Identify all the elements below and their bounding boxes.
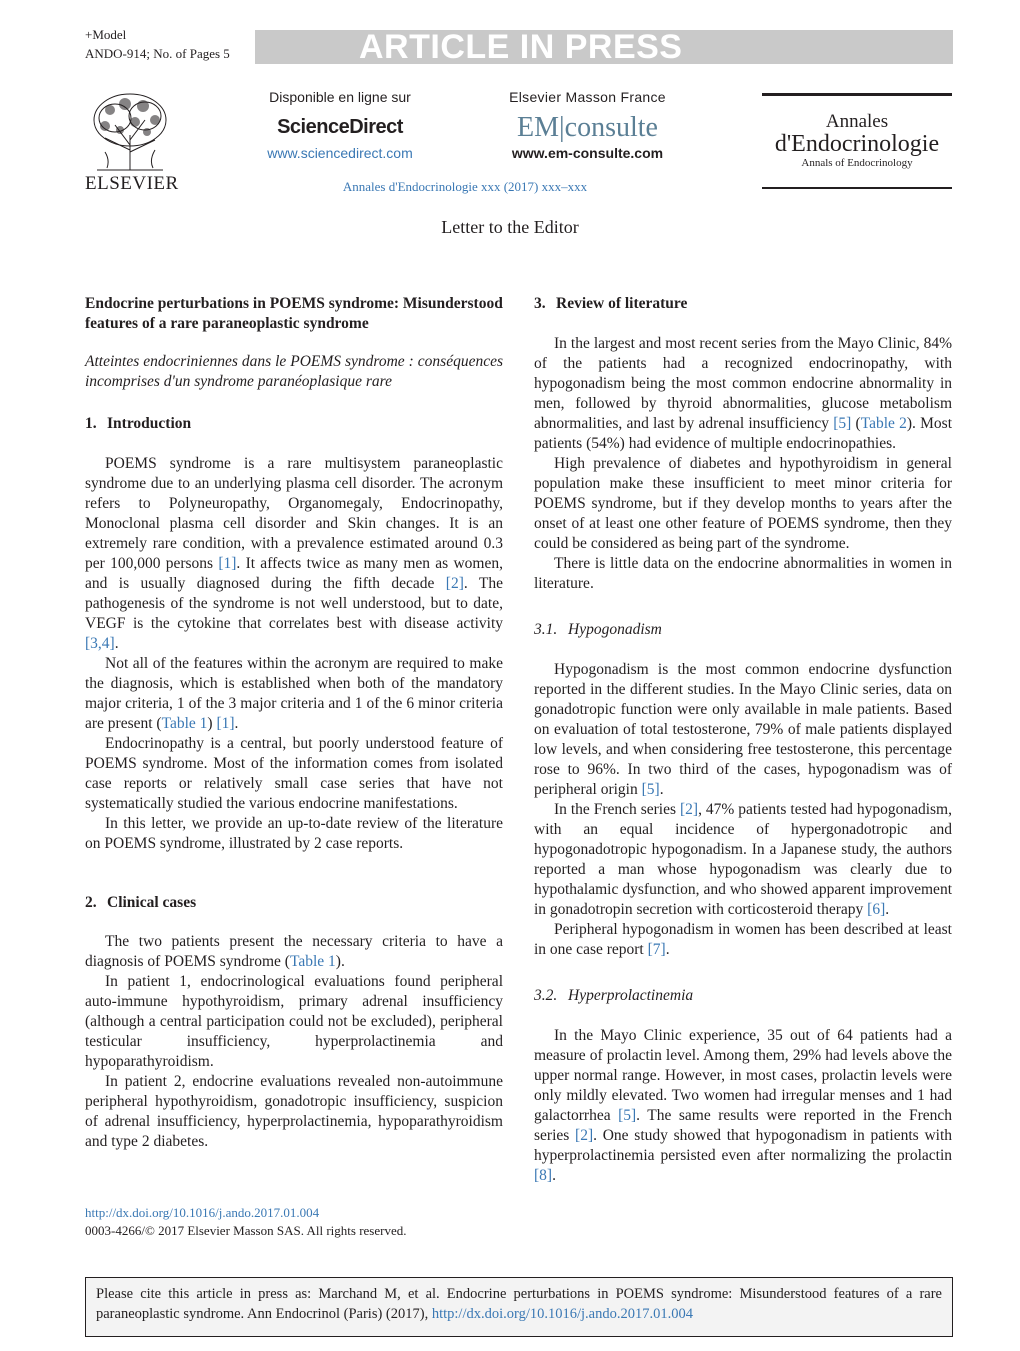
reference-link[interactable]: [8] — [534, 1167, 553, 1184]
journal-english-name: Annals of Endocrinology — [801, 157, 913, 169]
em-consulte-link[interactable]: www.em-consulte.com — [511, 145, 664, 161]
table-link[interactable]: Table 1 — [161, 715, 208, 732]
table-link[interactable]: Table 1 — [289, 953, 336, 970]
paragraph: In the French series [2], 47% patients tested had hypogonadism, with an equal incidence of hypergonadotropic and hypogonadotropic hypogonadism. In a Japanese study, the authors reported a man whose hypogonadism was clearly due to hypothalamic dysfunction, and who showed apparent improvement in gonadotropin secretion with corticosteroid therapy [6]. — [534, 801, 952, 918]
reference-link[interactable]: [7] — [647, 941, 666, 958]
paragraph: In the largest and most recent series from the Mayo Clinic, 84% of the patients had a recognized endocrinopathy, with hypogonadism being the most common endocrine abnormality in men, followed by thyroid abnormalities, glucose metabolism abnormalities, and last by adrenal insufficiency [5] (Table 2). Most patients (54%) had evidence of multiple endocrinopathies. — [534, 335, 953, 452]
right-column — [534, 294, 952, 1186]
sciencedirect-logo: ScienceDirect — [277, 116, 403, 138]
paragraph: Not all of the features within the acronym are required to make the diagnosis, which is established when both of the mandatory major criteria, 1 of the 3 major criteria and 1 of the 6 minor criteria are present (Table 1) [1]. — [85, 655, 503, 732]
reference-link[interactable]: [5] — [641, 781, 660, 798]
paragraph: There is little data on the endocrine abnormalities in women in literature. — [534, 555, 952, 592]
em-consulte-logo: EM|consulte — [517, 112, 658, 143]
paragraph: Endocrinopathy is a central, but poorly understood feature of POEMS syndrome. Most of the information comes from isolated case reports or relatively small case series that have not systematically studied the various endocrine manifestations. — [85, 735, 503, 812]
paragraph: Hypogonadism is the most common endocrine dysfunction reported in the different studies. In the Mayo Clinic series, data on gonadotropic function were only available in male patients. Based on evaluation of total testosterone, 79% of male patients displayed low levels, and when considering free testosterone, this percentage rose to 96%. In two third of the cases, hypogonadism was of peripheral origin [5]. — [534, 661, 952, 798]
copyright-notice: 0003-4266/© 2017 Elsevier Masson SAS. All rights reserved. — [85, 1223, 407, 1238]
article-in-press-banner: ARTICLE IN PRESS — [255, 30, 953, 64]
citation-box: Please cite this article in press as: Marchand M, et al. Endocrine perturbations in POEMS syndrome: Misunderstood features of a rare paraneoplastic syndrome. Ann Endocrinol (Paris) (2017), http://dx.doi.org/10.1016/j.ando.2017.01.004 — [85, 1277, 953, 1337]
reference-link[interactable]: [2] — [445, 575, 464, 592]
reference-link[interactable]: [2] — [575, 1127, 594, 1144]
journal-citation-link[interactable]: Annales d'Endocrinologie xxx (2017) xxx–xxx — [342, 179, 588, 194]
elsevier-wordmark: ELSEVIER — [85, 173, 179, 194]
reference-link[interactable]: [1] — [218, 555, 237, 572]
subsection-heading-hypogonadism: 3.1. Hypogonadism — [534, 621, 662, 638]
reference-link[interactable]: [5] — [618, 1107, 637, 1124]
table-link[interactable]: Table 2 — [860, 415, 907, 432]
paragraph: In the Mayo Clinic experience, 35 out of 64 patients had a measure of prolactin level. Among them, 29% had levels above the upper normal range. However, in most cases, prolactin levels were only mildly elevated. Two women had irregular menses and 1 had galactorrhea [5]. The same results were reported in the French series [2]. One study showed that hypogonadism in patients with hyperprolactinemia persisted even after normalizing the prolactin [8]. — [534, 1027, 952, 1184]
section-heading-clinical-cases: 2. Clinical cases — [85, 894, 197, 911]
journal-name-line1: Annales — [825, 111, 889, 132]
article-type-label: Letter to the Editor — [441, 217, 579, 237]
paragraph: POEMS syndrome is a rare multisystem paraneoplastic syndrome due to an underlying plasma cell disorder. The acronym refers to Polyneuropathy, Organomegaly, Endocrinopathy, Monoclonal plasma cell disorder and Skin changes. It is an extremely rare condition, with a prevalence estimated around 0.3 per 100,000 persons [1]. It affects twice as many men as women, and is usually diagnosed during the fifth decade [2]. The pathogenesis of the syndrome is not well understood, but to date, VEGF is the cytokine that correlates best with disease activity [3,4]. — [85, 455, 503, 652]
elsevier-tree-logo-icon — [85, 90, 175, 172]
sciencedirect-link[interactable]: www.sciencedirect.com — [267, 145, 413, 161]
subsection-heading-hyperprolactinemia: 3.2. Hyperprolactinemia — [534, 987, 694, 1004]
paragraph: In patient 2, endocrine evaluations revealed non-autoimmune peripheral hypothyroidism, gonadotropic insufficiency, suspicion of adrenal insufficiency, hyperprolactinemia, hypoparathyroidism and type 2 diabetes. — [85, 1073, 503, 1150]
journal-name-line2: d'Endocrinologie — [774, 131, 940, 157]
paragraph: The two patients present the necessary criteria to have a diagnosis of POEMS syndrome (Table 1). — [85, 933, 503, 970]
reference-link[interactable]: [3,4] — [85, 635, 115, 652]
paragraph: In this letter, we provide an up-to-date review of the literature on POEMS syndrome, illustrated by 2 case reports. — [85, 815, 503, 852]
journal-rule-bottom — [762, 187, 952, 189]
reference-link[interactable]: [6] — [867, 901, 886, 918]
article-french-title: Atteintes endocriniennes dans le POEMS syndrome : conséquences incomprises d'un syndrome paranéoplasique rare — [85, 353, 503, 390]
journal-rule-top — [762, 93, 952, 96]
citation-doi-link[interactable]: http://dx.doi.org/10.1016/j.ando.2017.01.004 — [431, 1306, 693, 1322]
paragraph: Peripheral hypogonadism in women has been described at least in one case report [7]. — [534, 921, 952, 958]
left-column — [85, 294, 503, 1152]
reference-link[interactable]: [1] — [216, 715, 235, 732]
document-id: ANDO-914; No. of Pages 5 — [85, 46, 230, 61]
reference-link[interactable]: [5] — [833, 415, 852, 432]
reference-link[interactable]: [2] — [679, 801, 699, 818]
model-tag: +Model — [85, 27, 127, 42]
doi-link[interactable]: http://dx.doi.org/10.1016/j.ando.2017.01.004 — [85, 1205, 320, 1220]
section-heading-review: 3. Review of literature — [534, 295, 688, 312]
article-title: Endocrine perturbations in POEMS syndrome: Misunderstood features of a rare paraneoplastic syndrome — [85, 295, 503, 332]
elsevier-masson-label: Elsevier Masson France — [509, 89, 666, 105]
section-heading-introduction: 1. Introduction — [85, 415, 192, 432]
paragraph: High prevalence of diabetes and hypothyroidism in general population make these insufficient to meet minor criteria for POEMS syndrome, but if they develop months to years after the onset of at least one other feature of POEMS syndrome, then they could be considered as being part of the syndrome. — [534, 455, 952, 552]
paragraph: In patient 1, endocrinological evaluations found peripheral auto-immune hypothyroidism, primary adrenal insufficiency (although a central participation could not be excluded), peripheral testicular insufficiency, hyperprolactinemia and hypoparathyroidism. — [85, 973, 503, 1070]
available-online-label: Disponible en ligne sur — [269, 89, 411, 105]
